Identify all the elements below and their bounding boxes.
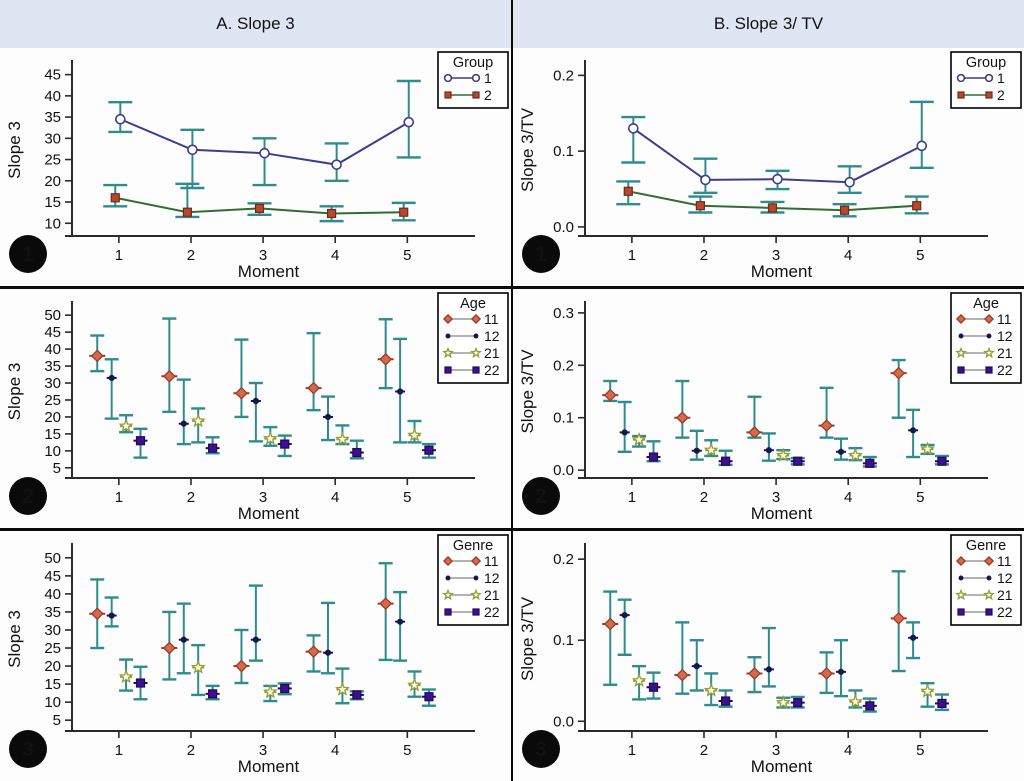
svg-text:Genre: Genre xyxy=(965,538,1007,554)
svg-text:0.3: 0.3 xyxy=(553,304,574,322)
svg-text:5: 5 xyxy=(916,247,925,264)
svg-text:45: 45 xyxy=(44,324,61,342)
svg-text:1: 1 xyxy=(114,742,124,759)
svg-text:0.0: 0.0 xyxy=(553,218,574,236)
svg-text:40: 40 xyxy=(44,585,61,603)
column-header-a: A. Slope 3 xyxy=(0,0,511,48)
svg-text:3: 3 xyxy=(258,489,268,506)
svg-text:Moment: Moment xyxy=(237,504,300,523)
svg-text:0.1: 0.1 xyxy=(553,143,574,161)
svg-text:Moment: Moment xyxy=(750,757,813,776)
chart-slope3-by-group xyxy=(0,48,511,286)
svg-text:5: 5 xyxy=(52,459,61,477)
svg-text:25: 25 xyxy=(44,391,61,409)
svg-text:12: 12 xyxy=(997,570,1013,586)
svg-text:0.2: 0.2 xyxy=(553,551,574,569)
svg-text:Slope 3: Slope 3 xyxy=(5,121,24,179)
svg-text:0.2: 0.2 xyxy=(553,357,574,375)
svg-text:3: 3 xyxy=(771,247,781,264)
svg-text:Age: Age xyxy=(460,296,486,312)
svg-text:3: 3 xyxy=(535,738,547,761)
svg-text:12: 12 xyxy=(997,328,1013,344)
svg-text:30: 30 xyxy=(44,621,61,639)
svg-text:1: 1 xyxy=(997,70,1005,86)
svg-text:21: 21 xyxy=(484,345,500,361)
svg-text:3: 3 xyxy=(258,247,268,264)
svg-text:1: 1 xyxy=(22,243,34,266)
svg-text:5: 5 xyxy=(916,742,925,759)
svg-text:Moment: Moment xyxy=(237,262,300,281)
svg-text:30: 30 xyxy=(44,130,61,148)
svg-text:15: 15 xyxy=(44,194,61,212)
svg-text:2: 2 xyxy=(186,742,196,759)
svg-text:0.2: 0.2 xyxy=(553,67,574,85)
svg-text:45: 45 xyxy=(44,66,61,84)
row-divider-1 xyxy=(0,286,1024,289)
svg-text:2: 2 xyxy=(535,485,547,508)
svg-text:50: 50 xyxy=(44,307,61,325)
svg-text:Age: Age xyxy=(973,296,999,312)
svg-text:5: 5 xyxy=(916,489,925,506)
chart-slope3tv-by-genre xyxy=(513,531,1024,781)
chart-slope3-by-genre xyxy=(0,531,511,781)
svg-text:4: 4 xyxy=(844,247,853,264)
svg-text:Slope 3/TV: Slope 3/TV xyxy=(518,596,537,682)
svg-text:1: 1 xyxy=(627,489,637,506)
svg-text:11: 11 xyxy=(484,553,499,569)
svg-text:11: 11 xyxy=(997,311,1012,327)
svg-text:Slope 3: Slope 3 xyxy=(5,362,24,421)
svg-text:2: 2 xyxy=(186,247,196,264)
svg-text:22: 22 xyxy=(997,362,1013,378)
svg-text:12: 12 xyxy=(484,328,500,344)
svg-text:50: 50 xyxy=(44,549,61,567)
svg-text:4: 4 xyxy=(844,489,853,506)
svg-text:35: 35 xyxy=(44,603,61,621)
svg-text:1: 1 xyxy=(627,247,637,264)
column-header-b: B. Slope 3/ TV xyxy=(513,0,1024,48)
svg-text:40: 40 xyxy=(44,87,61,105)
svg-text:Slope 3: Slope 3 xyxy=(5,610,24,668)
row-divider-2 xyxy=(0,528,1024,531)
svg-text:Moment: Moment xyxy=(237,757,300,776)
svg-text:35: 35 xyxy=(44,358,61,376)
svg-text:5: 5 xyxy=(403,742,412,759)
chart-slope3tv-by-age xyxy=(513,289,1024,528)
svg-text:0.1: 0.1 xyxy=(553,409,574,427)
svg-text:5: 5 xyxy=(52,712,61,730)
svg-text:3: 3 xyxy=(771,489,781,506)
svg-text:10: 10 xyxy=(44,694,61,712)
svg-text:2: 2 xyxy=(699,489,709,506)
svg-text:20: 20 xyxy=(44,172,61,190)
svg-text:21: 21 xyxy=(997,345,1013,361)
svg-text:45: 45 xyxy=(44,567,61,585)
svg-text:Moment: Moment xyxy=(750,262,813,281)
svg-text:0.1: 0.1 xyxy=(553,632,574,650)
svg-text:25: 25 xyxy=(44,640,61,658)
svg-text:1: 1 xyxy=(535,243,547,266)
svg-text:5: 5 xyxy=(403,489,412,506)
svg-text:Group: Group xyxy=(965,55,1007,71)
svg-text:Slope 3/TV: Slope 3/TV xyxy=(518,349,537,434)
svg-text:1: 1 xyxy=(114,247,124,264)
svg-text:Group: Group xyxy=(452,55,494,71)
svg-text:20: 20 xyxy=(44,658,61,676)
svg-text:5: 5 xyxy=(403,247,412,264)
svg-text:40: 40 xyxy=(44,341,61,359)
svg-text:21: 21 xyxy=(484,587,500,603)
svg-text:2: 2 xyxy=(997,87,1005,103)
svg-text:11: 11 xyxy=(484,311,499,327)
svg-text:2: 2 xyxy=(484,87,492,103)
chart-slope3-by-age xyxy=(0,289,511,528)
svg-text:Genre: Genre xyxy=(452,538,494,554)
svg-text:2: 2 xyxy=(699,247,709,264)
svg-text:12: 12 xyxy=(484,570,500,586)
column-divider xyxy=(511,0,513,781)
svg-text:1: 1 xyxy=(627,742,637,759)
svg-text:4: 4 xyxy=(844,742,853,759)
svg-text:Slope 3/TV: Slope 3/TV xyxy=(518,107,537,193)
chart-slope3tv-by-group xyxy=(513,48,1024,286)
svg-text:22: 22 xyxy=(484,362,500,378)
svg-text:0.0: 0.0 xyxy=(553,462,574,480)
svg-text:20: 20 xyxy=(44,408,61,426)
svg-text:3: 3 xyxy=(22,738,34,761)
svg-text:2: 2 xyxy=(699,742,709,759)
svg-text:35: 35 xyxy=(44,109,61,127)
svg-text:4: 4 xyxy=(331,247,340,264)
svg-text:4: 4 xyxy=(331,742,340,759)
svg-text:22: 22 xyxy=(484,604,500,620)
svg-text:2: 2 xyxy=(186,489,196,506)
svg-text:3: 3 xyxy=(258,742,268,759)
svg-text:1: 1 xyxy=(114,489,124,506)
svg-text:10: 10 xyxy=(44,442,61,460)
svg-text:15: 15 xyxy=(44,676,61,694)
svg-text:2: 2 xyxy=(22,485,34,508)
svg-text:3: 3 xyxy=(771,742,781,759)
svg-text:Moment: Moment xyxy=(750,504,813,523)
svg-text:22: 22 xyxy=(997,604,1013,620)
svg-text:15: 15 xyxy=(44,425,61,443)
svg-text:25: 25 xyxy=(44,151,61,169)
svg-text:11: 11 xyxy=(997,553,1012,569)
svg-text:4: 4 xyxy=(331,489,340,506)
svg-text:30: 30 xyxy=(44,375,61,393)
svg-text:0.0: 0.0 xyxy=(553,713,574,731)
svg-text:1: 1 xyxy=(484,70,492,86)
svg-text:10: 10 xyxy=(44,215,61,233)
svg-text:21: 21 xyxy=(997,587,1013,603)
